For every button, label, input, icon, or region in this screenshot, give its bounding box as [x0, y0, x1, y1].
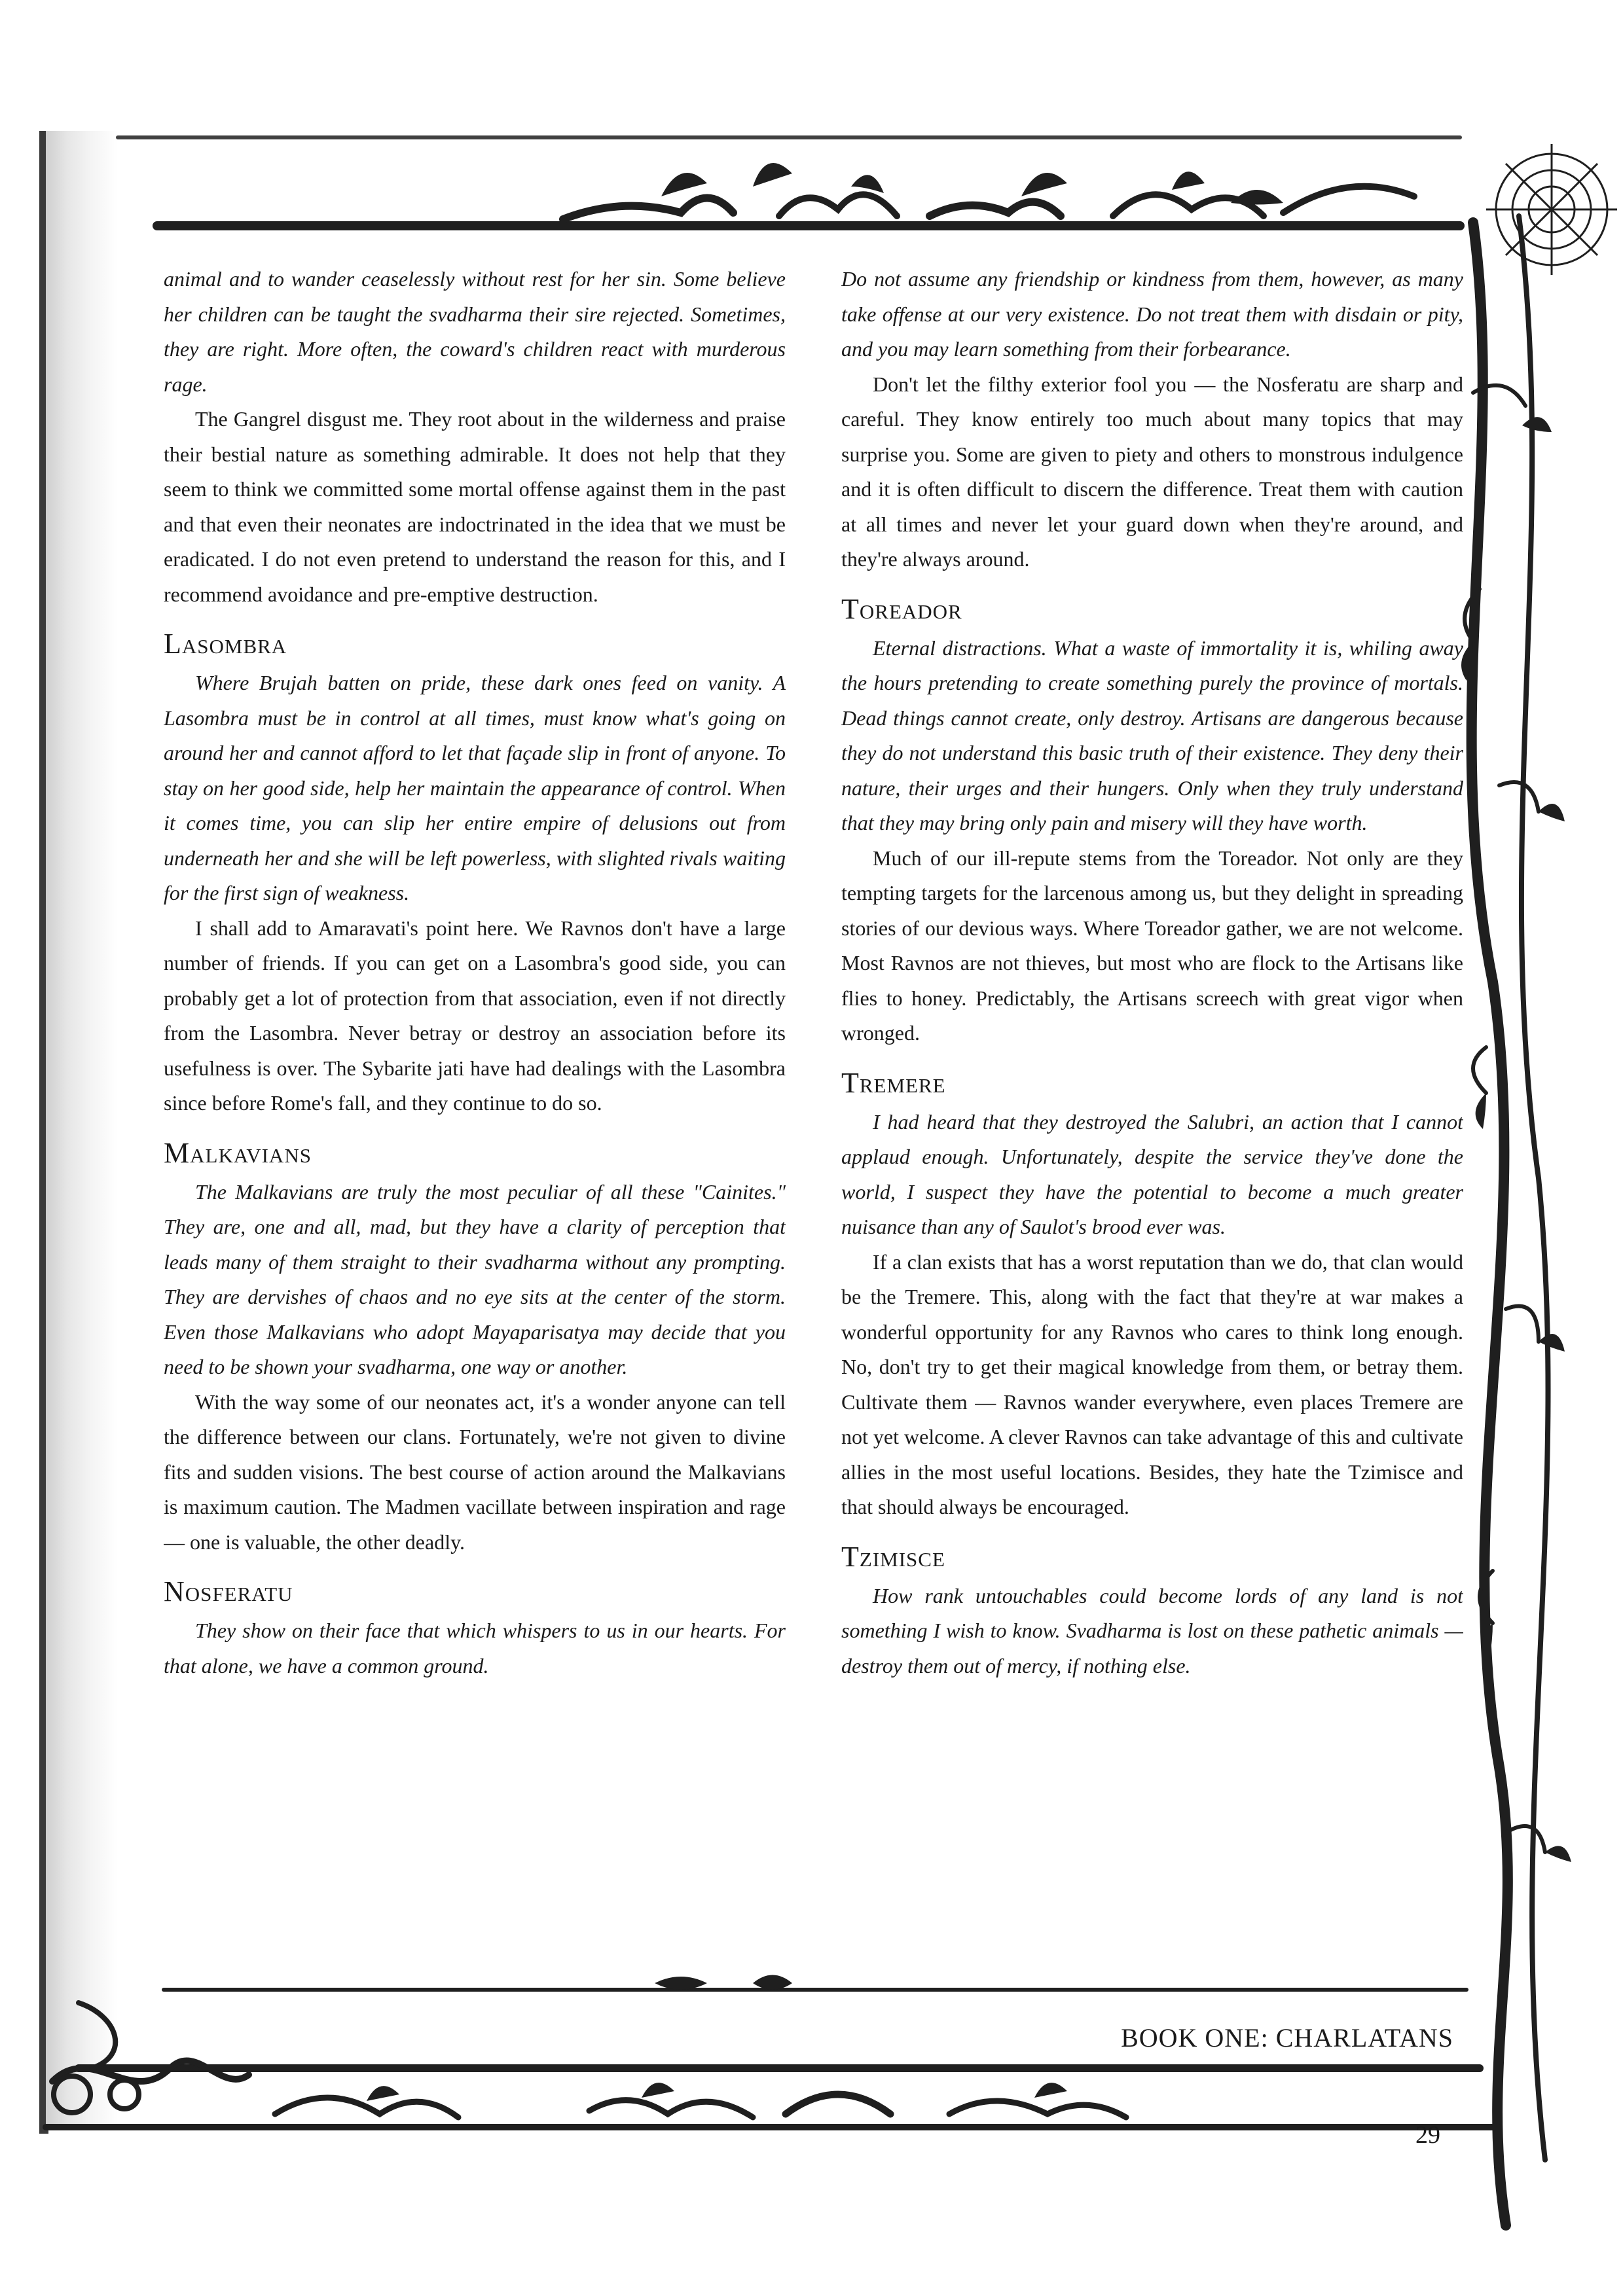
- section-heading-tremere: Tremere: [841, 1066, 946, 1099]
- paragraph: How rank untouchables could become lords of any land is not something I wish to know. Svadharma is lost on these pathetic animals — destroy them out of mercy, if nothing else.: [841, 1583, 1463, 1677]
- text-area: [164, 262, 1480, 1964]
- paragraph: Eternal distractions. What a waste of immortality it is, whiling away the hours pretending to create something purely the province of mortals. Dead things cannot create, only destroy. Artisans are dangerous because they do not understand this basic truth of their existence. They deny their nature, their urges and their hungers. Only when they truly understand that they may bring only pain and misery will they have worth.: [841, 636, 1463, 834]
- paragraph: animal and to wander ceaselessly without rest for her sin. Some believe her children can be taught the svadharma their sire rejected. Sometimes, they are right. More often, the coward's children react with murderous rage.: [164, 267, 786, 396]
- spiderweb-icon: [1486, 144, 1617, 275]
- paragraph: I shall add to Amaravati's point here. We Ravnos don't have a large number of friends. If you can get on a Lasombra's good side, you can probably get a lot of protection from that association, even if not directly from the Lasombra. Never betray or destroy an association before its usefulness is over. The Sybarite jati have had dealings with the Lasombra since before Rome's fall, and they continue to do so.: [164, 916, 786, 1115]
- section-heading-lasombra: Lasombra: [164, 628, 287, 660]
- paragraph: Don't let the filthy exterior fool you — the Nosferatu are sharp and careful. They know entirely too much about many topics that may surprise you. Some are given to piety and others to monstrous indulgence and it is often difficult to discern the difference. Treat them with caution at all times and never let your guard down when they're around, and they're always around.: [841, 372, 1463, 571]
- paragraph: Do not assume any friendship or kindness from them, however, as many take offense at our very existence. Do not treat them with disdain or pity, and you may learn something from their forbearance.: [841, 267, 1463, 361]
- book-title-footer: BOOK ONE: CHARLATANS: [1121, 2023, 1453, 2053]
- paragraph: The Malkavians are truly the most peculiar of all these "Cainites." They are, one and all, mad, but they have a clarity of perception that leads many of them straight to their svadharma without any prompting. They are dervishes of chaos and no eye sits at the center of the storm. Even those Malkavians who adopt Mayaparisatya may decide that you need to be shown your svadharma, one way or another.: [164, 1179, 786, 1378]
- paragraph: They show on their face that which whispers to us in our hearts. For that alone, we have a common ground.: [164, 1619, 786, 1677]
- section-heading-nosferatu: Nosferatu: [164, 1575, 293, 1607]
- section-heading-toreador: Toreador: [841, 592, 962, 625]
- right-column: [841, 262, 1463, 1950]
- page-number: 29: [1415, 2121, 1440, 2149]
- paragraph: Much of our ill-repute stems from the Toreador. Not only are they tempting targets for the larcenous among us, but they delight in spreading stories of our devious ways. Where Toreador gather, we are not welcome. Most Ravnos are not thieves, but most who are flock to the Artisans like flies to honey. Predictably, the Artisans screech with great vigor when wronged.: [841, 846, 1463, 1045]
- section-heading-tzimisce: Tzimisce: [841, 1540, 945, 1573]
- left-column: [164, 262, 786, 1950]
- paragraph: With the way some of our neonates act, it's a wonder anyone can tell the difference between our clans. Fortunately, we're not given to divine fits and sudden visions. The best course of action around the Malkavians is maximum caution. The Madmen vacillate between inspiration and rage — one is valuable, the other deadly.: [164, 1390, 786, 1554]
- paragraph: If a clan exists that has a worst reputation than we do, that clan would be the Tremere. This, along with the fact that they're at war makes a wonderful opportunity for any Ravnos who cares to think long enough. No, don't try to get their magical knowledge from them, or betray them. Cultivate them — Ravnos wander everywhere, even places Tremere are not yet welcome. A clever Ravnos can take advantage of this and cultivate allies in the most useful locations. Besides, they hate the Tzimisce and that should always be encouraged.: [841, 1249, 1463, 1518]
- paragraph: I had heard that they destroyed the Salubri, an action that I cannot applaud enough. Unfortunately, despite the service they've done the world, I suspect they have the potential to become a much greater nuisance than any of Saulot's brood ever was.: [841, 1109, 1463, 1238]
- paragraph: Where Brujah batten on pride, these dark ones feed on vanity. A Lasombra must be in control at all times, must know what's going on around her and cannot afford to let that façade slip in front of anyone. To stay on her good side, help her maintain the appearance of control. When it comes time, you can slip her entire empire of delusions out from underneath her and she will be left powerless, with slighted rivals waiting for the first sign of weakness.: [164, 671, 786, 905]
- section-heading-malkavians: Malkavians: [164, 1136, 312, 1169]
- paragraph: The Gangrel disgust me. They root about in the wilderness and praise their bestial nature as something admirable. It does not help that they seem to think we committed some mortal offense against them in the past and that even their neonates are indoctrinated in the idea that we must be eradicated. I do not even pretend to understand the reason for this, and I recommend avoidance and pre-emptive destruction.: [164, 407, 786, 606]
